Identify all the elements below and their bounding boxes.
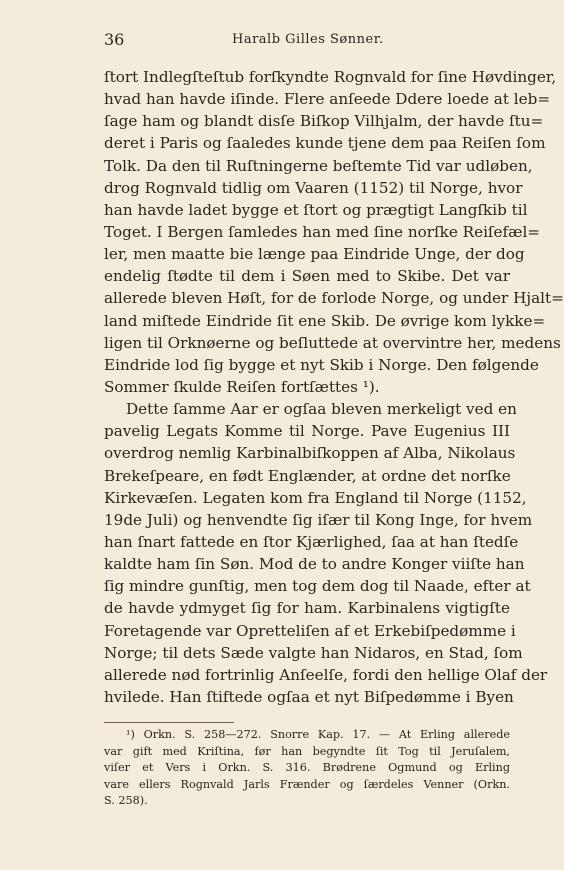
text-line: deret i Paris og ſaaledes kunde tjene dem paa Reiſen ſom — [104, 134, 546, 153]
text-line: Tolk. Da den til Ruſtningerne beſtemte Tid var udløben, — [104, 156, 533, 175]
text-line: Sommer ſkulde Reiſen fortſættes ¹). — [104, 377, 380, 396]
footnote-line: var gift med Kriſtina, før han begyndte ſit Tog til Jeruſalem, — [104, 744, 510, 758]
text-line: ſage ham og blandt disſe Biſkop Vilhjalm, der havde ſtu= — [104, 112, 544, 131]
text-line: han havde ladet bygge et ſtort og prægtigt Langſkib til — [104, 200, 528, 219]
text-line: Brekeſpeare, en født Englænder, at ordne det norſke — [104, 466, 511, 485]
text-line: overdrog nemlig Karbinalbiſkoppen af Alba, Nikolaus — [104, 444, 516, 463]
page-header — [104, 30, 510, 52]
text-line: Norge; til dets Sæde valgte han Nidaros, en Stad, ſom — [104, 643, 523, 662]
text-line: 19de Juli) og henvendte ſig iſær til Kong Inge, for hvem — [104, 510, 533, 529]
footnote-line: S. 258). — [104, 794, 148, 808]
page-number: 36 — [104, 30, 125, 49]
text-line: ſig mindre gunſtig, men tog dem dog til Naade, efter at — [104, 577, 531, 596]
text-line: endelig ſtødte til dem i Søen med to Skibe. Det var — [104, 267, 510, 286]
text-line: land miſtede Eindride ſit ene Skib. De øvrige kom lykke= — [104, 311, 546, 330]
footnote-line: vare ellers Rognvald Jarls Frænder og ſærdeles Venner (Orkn. — [104, 777, 510, 791]
text-line: pavelig Legats Komme til Norge. Pave Eugenius III — [104, 422, 510, 441]
text-line: hvad han havde iſinde. Flere anſeede Ddere loede at leb= — [104, 90, 551, 109]
running-title: Haralb Gilles Sønner. — [232, 32, 384, 47]
text-line: allerede bleven Høſt, for de forlode Norge, og under Hjalt= — [104, 289, 564, 308]
text-line: ligen til Orknøerne og beſluttede at overvintre her, medens — [104, 333, 561, 352]
text-line: Eindride lod ſig bygge et nyt Skib i Norge. Den følgende — [104, 355, 539, 374]
text-line: Foretagende var Opretteliſen af et Erkebiſpedømme i — [104, 621, 516, 640]
footnotes — [104, 727, 510, 810]
body-text — [104, 66, 564, 708]
text-line: allerede nød fortrinlig Anſeelſe, fordi den hellige Olaf der — [104, 665, 548, 684]
footnote-separator — [104, 722, 234, 723]
text-line: ſtort Indlegſteſtub forſkyndte Rognvald for ſine Høvdinger, — [104, 68, 557, 86]
text-line: Toget. I Bergen ſamledes han med ſine norſke Reiſefæl= — [104, 222, 541, 241]
text-line: han ſnart fattede en ſtor Kjærlighed, ſaa at han ſtedſe — [104, 532, 519, 551]
text-line: Kirkevæſen. Legaten kom fra England til Norge (1152, — [104, 488, 527, 507]
text-line: Dette ſamme Aar er ogſaa bleven merkeligt ved en — [126, 400, 517, 419]
text-line: hvilede. Han ſtiftede ogſaa et nyt Biſpedømme i Byen — [104, 687, 514, 706]
text-line: kaldte ham ſin Søn. Mod de to andre Konger viiſte han — [104, 555, 525, 574]
text-line: ler, men maatte bie længe paa Eindride Unge, der dog — [104, 245, 525, 264]
text-line: de havde ydmyget ſig for ham. Karbinalens vigtigſte — [104, 599, 510, 618]
footnote-line: ¹) Orkn. S. 258—272. Snorre Kap. 17. — At Erling allerede — [126, 728, 510, 742]
text-line: drog Rognvald tidlig om Vaaren (1152) til Norge, hvor — [104, 178, 523, 197]
footnote-line: viſer et Vers i Orkn. S. 316. Brødrene Ogmund og Erling — [104, 761, 510, 775]
